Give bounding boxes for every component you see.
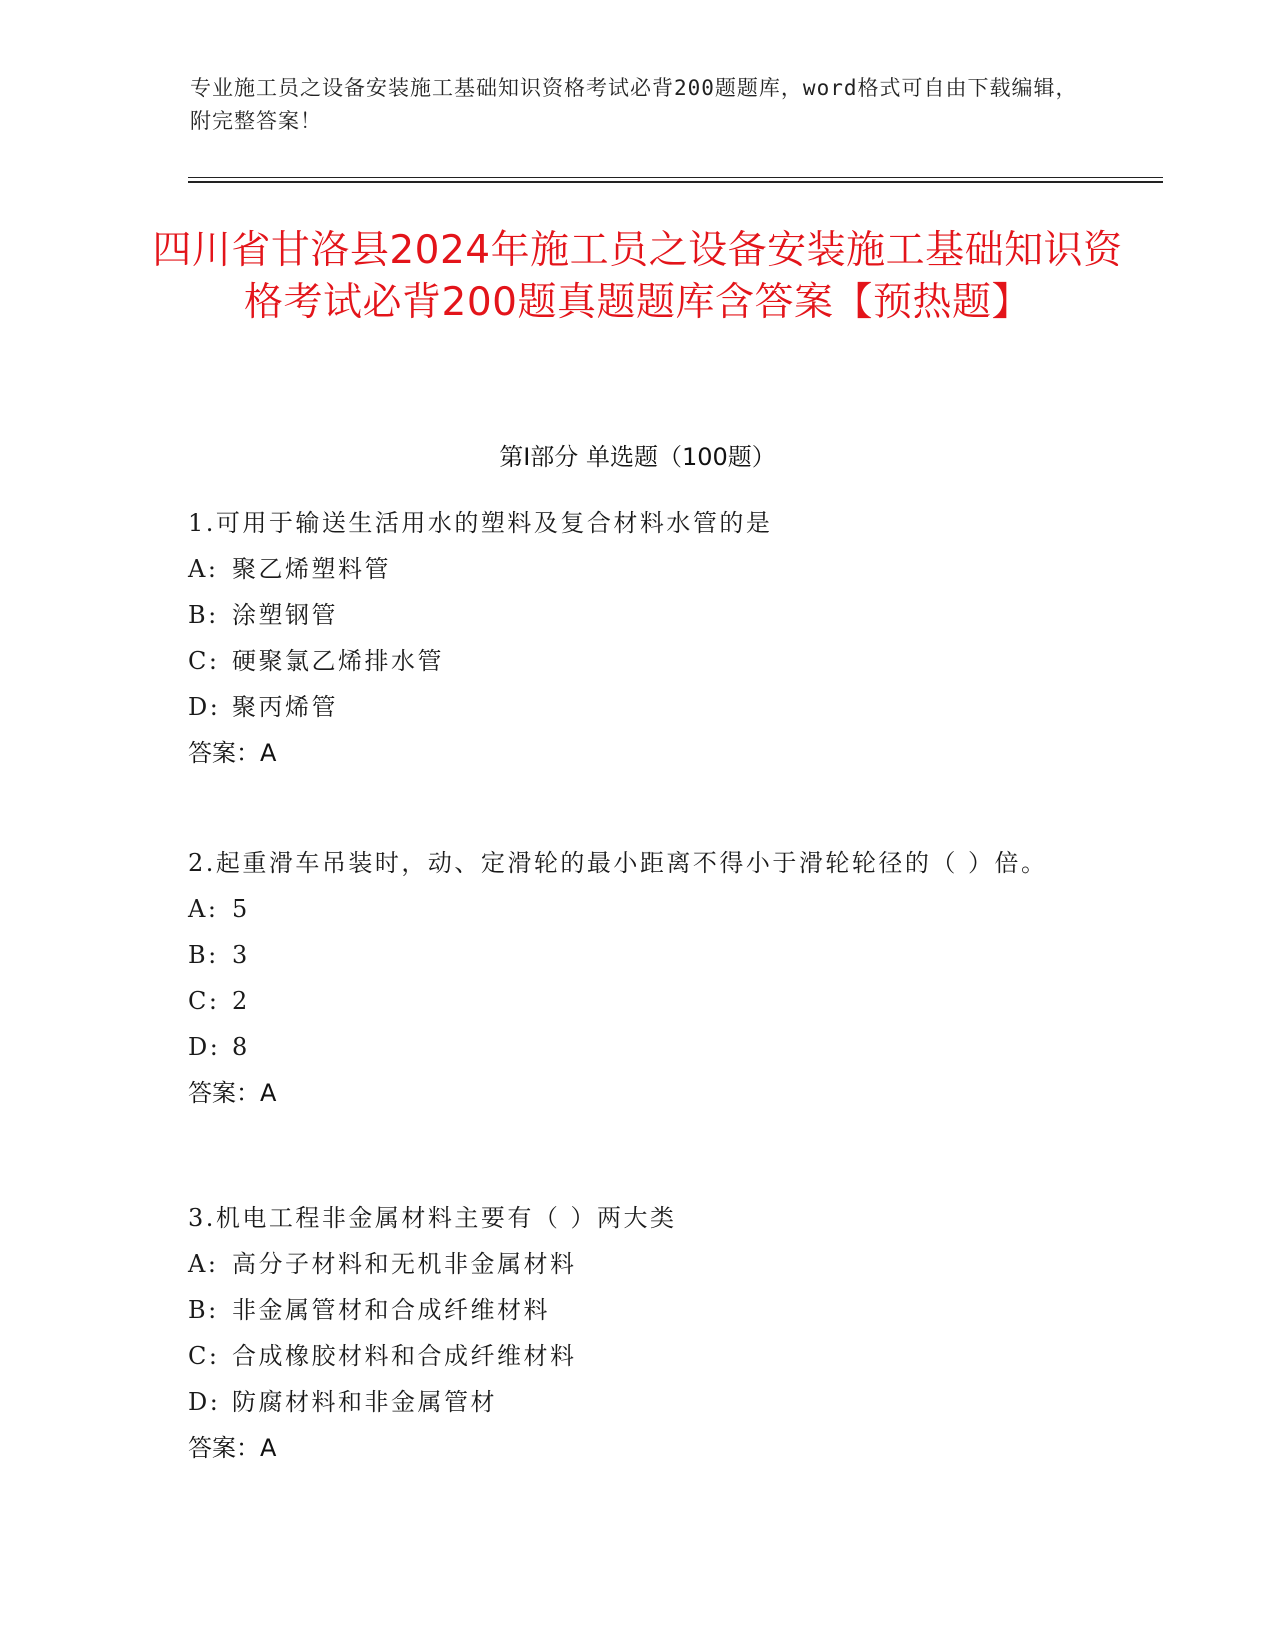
option-text: 合成橡胶材料和合成纤维材料 — [232, 1342, 577, 1370]
option-c — [188, 1333, 1088, 1379]
option-text: 8 — [232, 1033, 250, 1061]
option-key: D: — [188, 1388, 221, 1416]
option-text: 高分子材料和无机非金属材料 — [232, 1250, 577, 1278]
option-text: 3 — [232, 941, 250, 969]
option-key: B: — [188, 601, 219, 629]
header-divider-thick — [188, 181, 1163, 183]
answer-line: 答案：A — [188, 1079, 277, 1107]
section-heading: 第I部分 单选题（100题） — [499, 443, 776, 471]
option-text: 防腐材料和非金属管材 — [232, 1388, 497, 1416]
question-2 — [188, 840, 1088, 1116]
option-b — [188, 592, 1088, 638]
option-a — [188, 886, 1088, 932]
question-stem: 3.机电工程非金属材料主要有（ ）两大类 — [188, 1204, 677, 1232]
question-3 — [188, 1195, 1088, 1471]
option-key: A: — [188, 1250, 219, 1278]
document-title: 四川省甘洛县2024年施工员之设备安装施工基础知识资格考试必背200题真题题库含答案【预热题】 — [152, 228, 1123, 325]
question-stem: 2.起重滑车吊装时，动、定滑轮的最小距离不得小于滑轮轮径的（ ）倍。 — [188, 849, 1048, 877]
option-c — [188, 638, 1088, 684]
header-divider-thin — [188, 177, 1163, 178]
option-a — [188, 546, 1088, 592]
question-stem: 1.可用于输送生活用水的塑料及复合材料水管的是 — [188, 509, 773, 537]
option-key: A: — [188, 555, 219, 583]
option-text: 涂塑钢管 — [232, 601, 338, 629]
option-text: 硬聚氯乙烯排水管 — [232, 647, 444, 675]
option-b — [188, 1287, 1088, 1333]
option-key: C: — [188, 987, 220, 1015]
option-text: 2 — [232, 987, 250, 1015]
option-key: B: — [188, 1296, 219, 1324]
option-b — [188, 932, 1088, 978]
answer-line: 答案：A — [188, 739, 277, 767]
option-key: D: — [188, 693, 221, 721]
option-d — [188, 1024, 1088, 1070]
option-key: C: — [188, 647, 220, 675]
option-text: 聚乙烯塑料管 — [232, 555, 391, 583]
header-note: 专业施工员之设备安装施工基础知识资格考试必背200题题库，word格式可自由下载编辑，附完整答案！ — [190, 76, 1078, 133]
option-key: A: — [188, 895, 219, 923]
option-c — [188, 978, 1088, 1024]
option-d — [188, 684, 1088, 730]
option-a — [188, 1241, 1088, 1287]
option-text: 5 — [232, 895, 250, 923]
answer-line: 答案：A — [188, 1434, 277, 1462]
option-key: D: — [188, 1033, 221, 1061]
option-key: B: — [188, 941, 219, 969]
option-text: 非金属管材和合成纤维材料 — [232, 1296, 550, 1324]
question-1 — [188, 500, 1088, 776]
option-d — [188, 1379, 1088, 1425]
option-key: C: — [188, 1342, 220, 1370]
option-text: 聚丙烯管 — [232, 693, 338, 721]
